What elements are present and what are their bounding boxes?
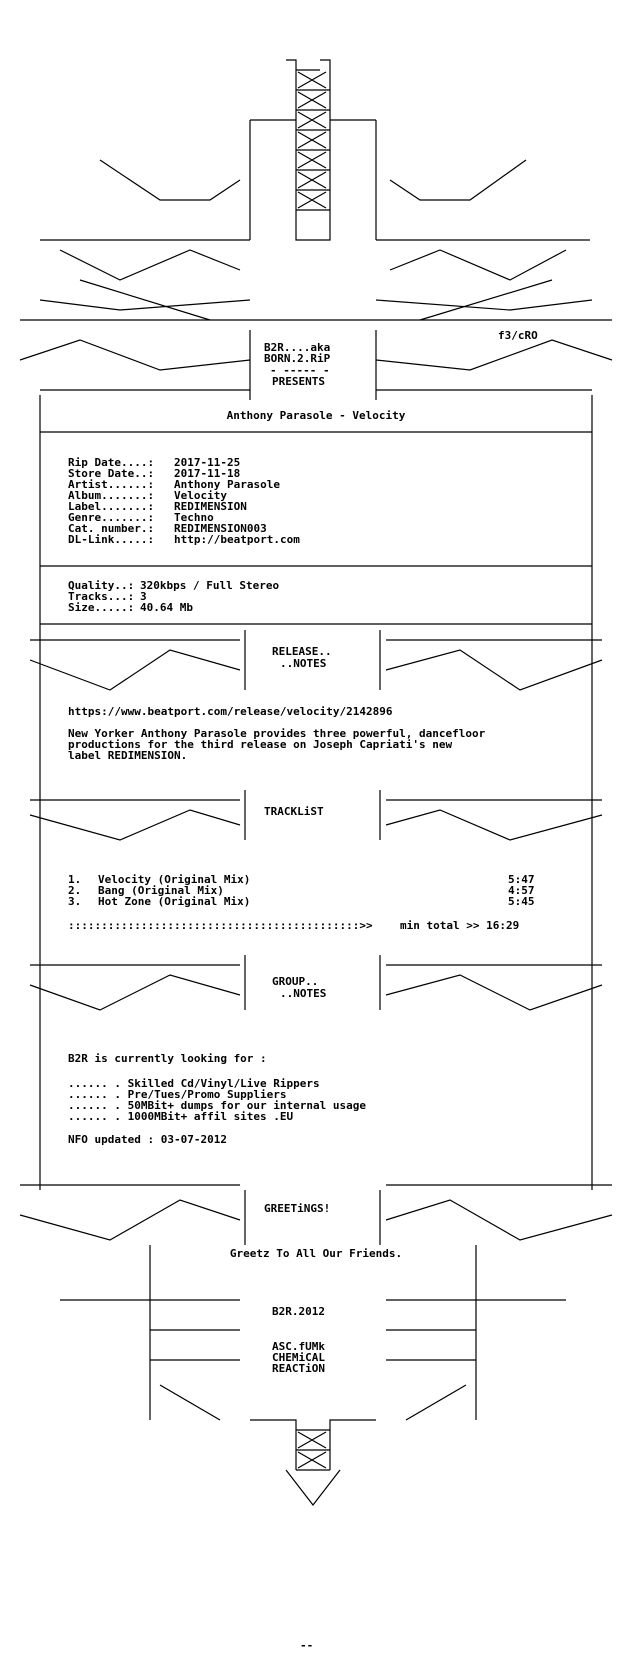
- info-key: Cat. number.:: [68, 522, 155, 535]
- total-dots: ::::::::::::::::::::::::::::::::::::::::::::>>: [68, 919, 373, 932]
- track-time: 4:57: [508, 884, 535, 897]
- list-item: ...... . Pre/Tues/Promo Suppliers: [68, 1088, 287, 1101]
- info-value: REDIMENSION003: [174, 522, 267, 535]
- presents-label: PRESENTS: [272, 375, 325, 388]
- greetings-heading: GREETiNGS!: [264, 1202, 331, 1215]
- track-number: 3.: [68, 895, 82, 908]
- artist-credit: f3/cRO: [498, 329, 538, 342]
- track-title: Velocity (Original Mix): [98, 873, 251, 886]
- info-value: Anthony Parasole: [174, 478, 280, 491]
- looking-for-text: B2R is currently looking for :: [68, 1052, 267, 1065]
- info-key: Rip Date....:: [68, 456, 155, 469]
- info-value: http://beatport.com: [174, 533, 300, 546]
- greet-group: CHEMiCAL: [272, 1351, 325, 1364]
- track-title: Bang (Original Mix): [98, 884, 224, 897]
- info-key: Label.......:: [68, 500, 155, 513]
- release-notes-heading-2: ..NOTES: [280, 657, 327, 670]
- release-description-line: label REDIMENSION.: [68, 749, 188, 762]
- tracks-value: 3: [140, 590, 147, 603]
- list-item: ...... . Skilled Cd/Vinyl/Live Rippers: [68, 1077, 320, 1090]
- nfo-updated: NFO updated : 03-07-2012: [68, 1133, 227, 1146]
- list-item: ...... . 1000MBit+ affil sites .EU: [68, 1110, 294, 1123]
- quality-key: Quality..:: [68, 579, 135, 592]
- footer-mark: --: [300, 1639, 314, 1652]
- size-value: 40.64 Mb: [140, 601, 193, 614]
- info-value: Techno: [174, 511, 214, 524]
- group-notes-heading-1: GROUP..: [272, 975, 319, 988]
- greetings-text: Greetz To All Our Friends.: [229, 1247, 403, 1260]
- greet-group: ASC.fUMk: [272, 1340, 325, 1353]
- info-key: Album.......:: [68, 489, 155, 502]
- release-description-line: New Yorker Anthony Parasole provides three powerful, dancefloor: [68, 727, 486, 740]
- track-title: Hot Zone (Original Mix): [98, 895, 251, 908]
- size-key: Size.....:: [68, 601, 135, 614]
- group-notes-heading-2: ..NOTES: [280, 987, 327, 1000]
- info-value: 2017-11-18: [174, 467, 241, 480]
- aka-line-1: B2R....aka: [264, 341, 331, 354]
- release-url-link[interactable]: https://www.beatport.com/release/velocity/2142896: [68, 705, 393, 718]
- info-value: 2017-11-25: [174, 456, 241, 469]
- track-time: 5:45: [508, 895, 535, 908]
- track-number: 2.: [68, 884, 82, 897]
- info-value: REDIMENSION: [174, 500, 247, 513]
- release-title: Anthony Parasole - Velocity: [226, 409, 406, 422]
- aka-line-3: - ----- -: [270, 364, 330, 377]
- quality-value: 320kbps / Full Stereo: [140, 579, 280, 592]
- track-time: 5:47: [508, 873, 535, 886]
- release-notes-heading-1: RELEASE..: [272, 645, 332, 658]
- total-time: min total >> 16:29: [400, 919, 520, 932]
- b2r-year: B2R.2012: [272, 1305, 325, 1318]
- aka-line-2: BORN.2.RiP: [264, 352, 331, 365]
- greet-group: REACTiON: [272, 1362, 325, 1375]
- track-number: 1.: [68, 873, 82, 886]
- info-key: Genre.......:: [68, 511, 155, 524]
- tracklist-heading: TRACKLiST: [264, 805, 324, 818]
- info-key: DL-Link.....:: [68, 533, 155, 546]
- tracks-key: Tracks...:: [68, 590, 135, 603]
- info-key: Artist......:: [68, 478, 155, 491]
- release-description-line: productions for the third release on Joseph Capriati's new: [68, 738, 453, 751]
- list-item: ...... . 50MBit+ dumps for our internal usage: [68, 1099, 367, 1112]
- info-key: Store Date..:: [68, 467, 155, 480]
- info-value: Velocity: [174, 489, 227, 502]
